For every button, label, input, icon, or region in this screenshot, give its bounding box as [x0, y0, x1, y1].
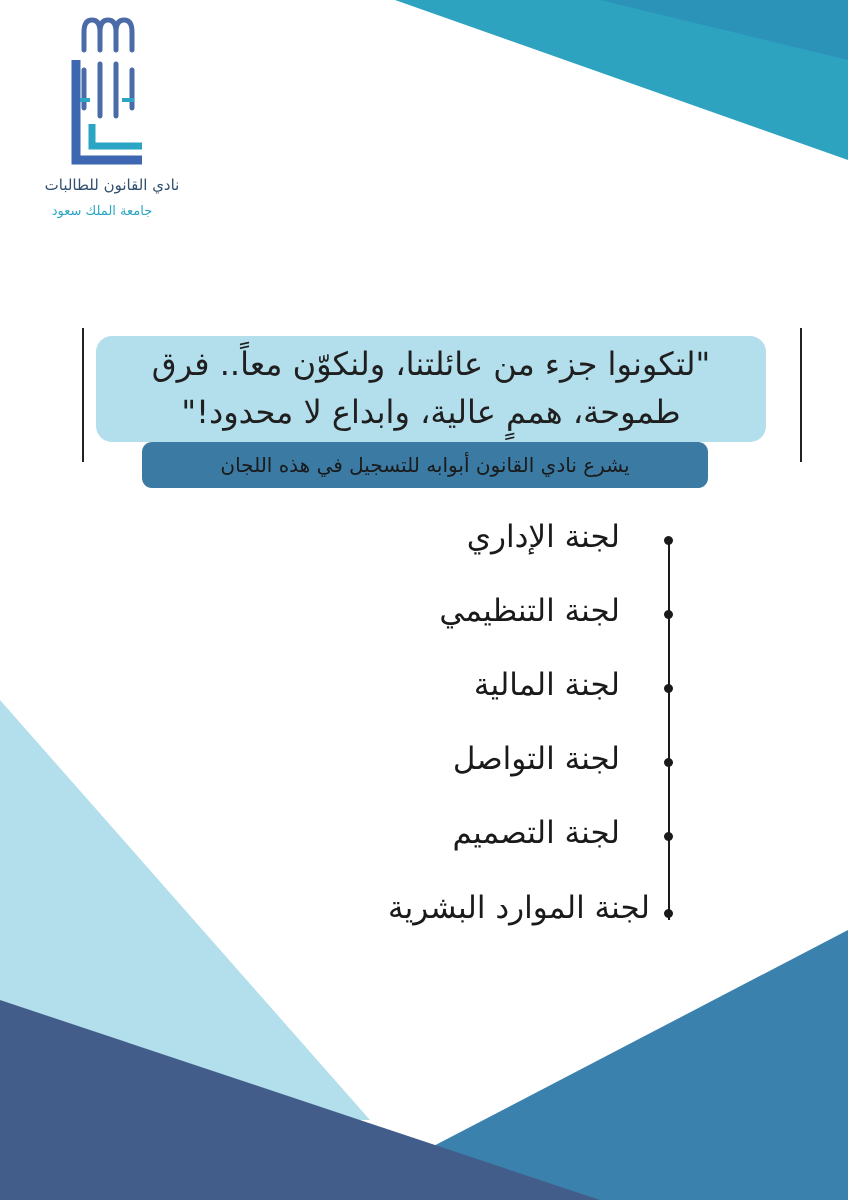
- committee-timeline: [668, 540, 670, 920]
- committee-item: لجنة التصميم: [452, 815, 620, 851]
- committee-item: لجنة التنظيمي: [439, 593, 620, 629]
- timeline-dot: [664, 536, 673, 545]
- timeline-dot: [664, 758, 673, 767]
- timeline-dot: [664, 610, 673, 619]
- quote-line-2: طموحة، هممٍ عالية، وابداع لا محدود!": [181, 393, 681, 431]
- quote-line-1: "لتكونوا جزء من عائلتنا، ولنكوّن معاً.. فرق: [151, 345, 711, 383]
- timeline-dot: [664, 832, 673, 841]
- timeline-dot: [664, 909, 673, 918]
- committee-item: لجنة الإداري: [466, 519, 620, 555]
- committee-item: لجنة التواصل: [452, 741, 620, 777]
- announcement-text: يشرع نادي القانون أبوابه للتسجيل في هذه اللجان: [220, 453, 630, 477]
- committee-item: لجنة الموارد البشرية: [388, 890, 650, 926]
- left-bracket-line: [82, 328, 84, 462]
- timeline-dot: [664, 684, 673, 693]
- quote-text: [96, 340, 766, 436]
- right-bracket-line: [800, 328, 802, 462]
- university-name: جامعة الملك سعود: [51, 204, 153, 219]
- committee-item: لجنة المالية: [473, 667, 620, 703]
- club-name: نادي القانون للطالبات: [44, 176, 180, 194]
